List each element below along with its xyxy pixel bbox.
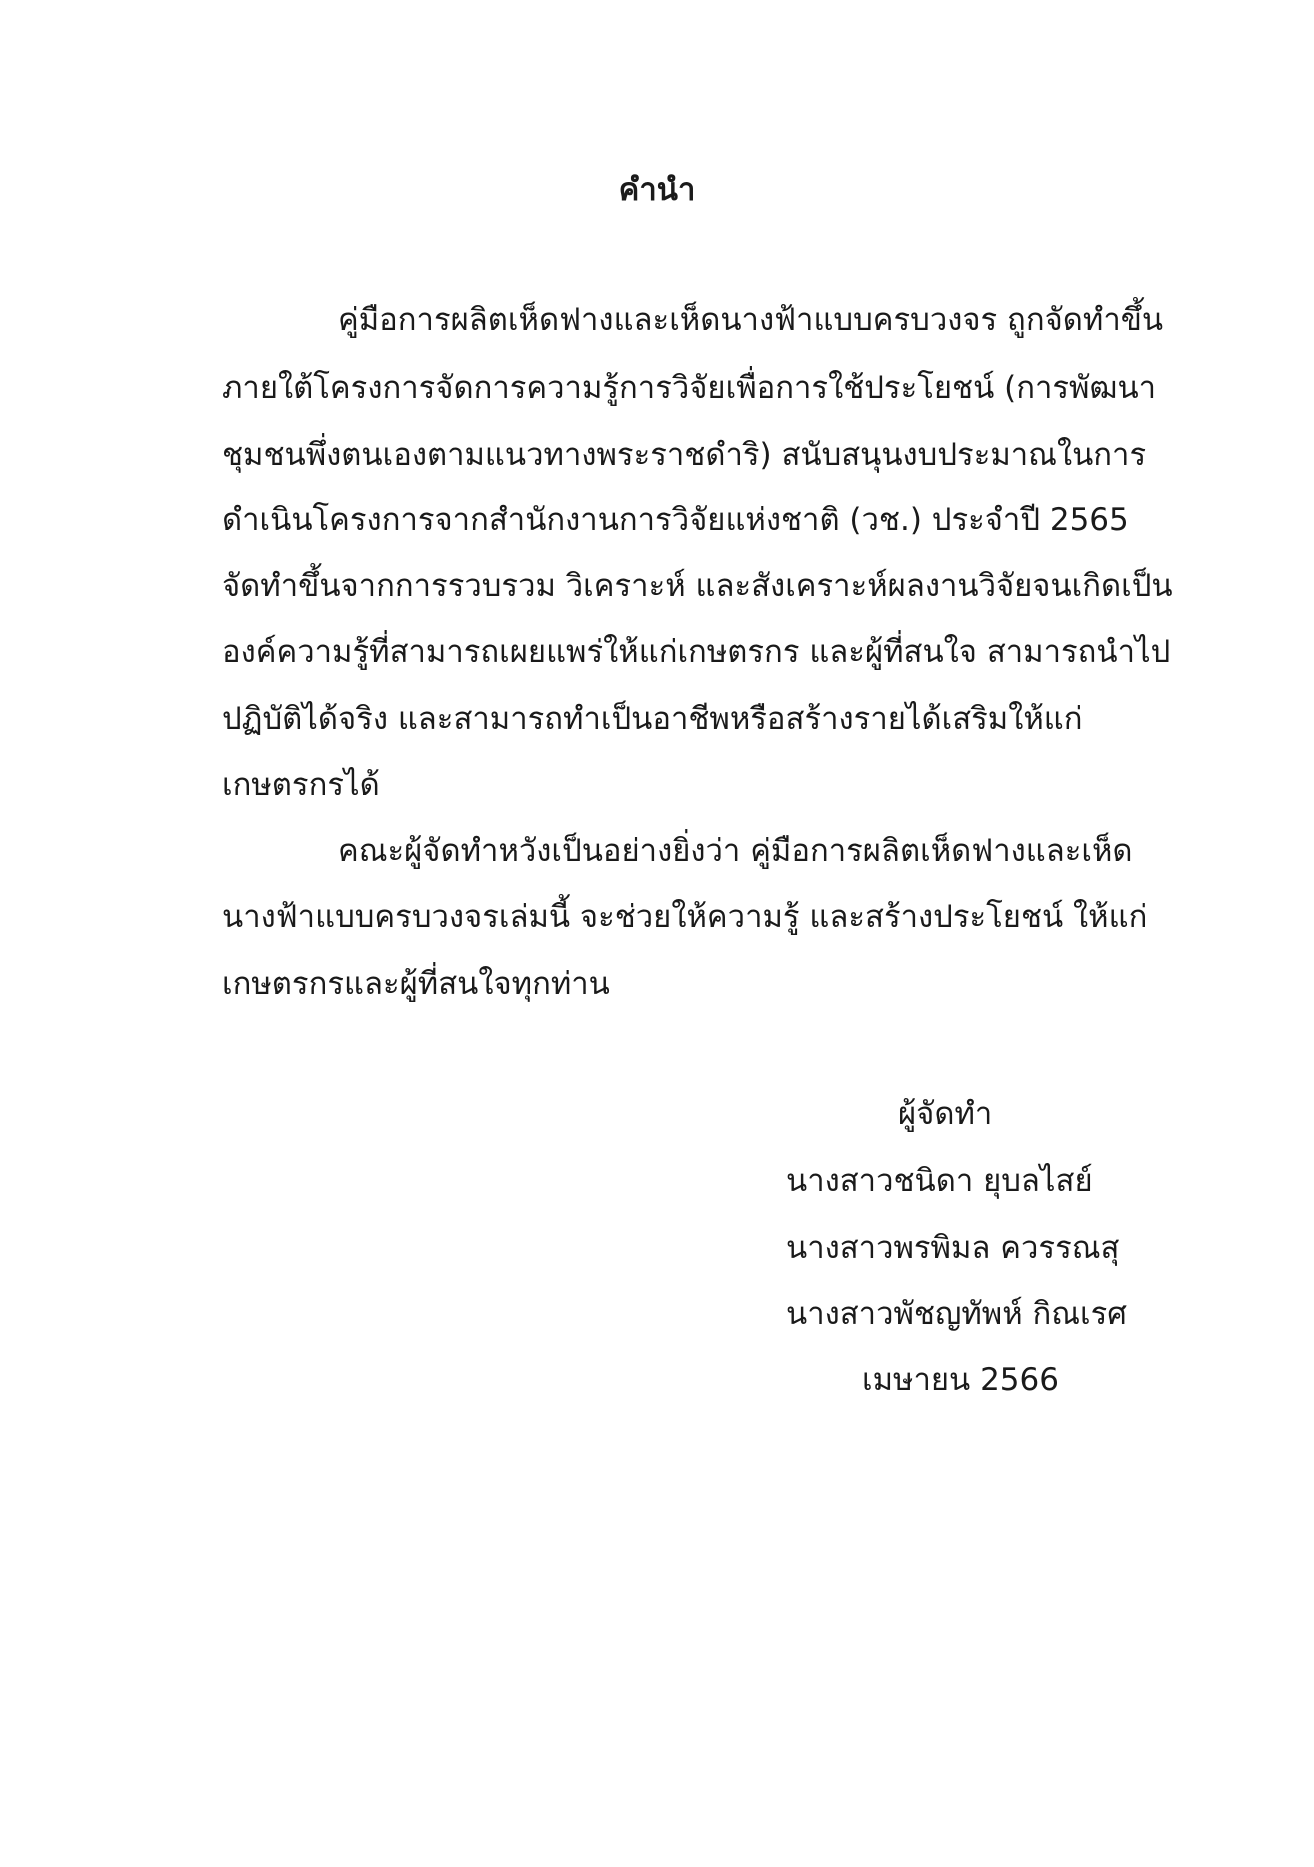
paragraph-1-line-7: ปฏิบัติได้จริง และสามารถทำเป็นอาชีพหรือสร้างรายได้เสริมให้แก่ <box>222 701 1083 737</box>
author-name-1: นางสาวชนิดา ยุบลไสย์ <box>786 1163 1093 1199</box>
paragraph-1-line-3: ชุมชนพึ่งตนเองตามแนวทางพระราชดำริ) สนับสนุนงบประมาณในการ <box>222 437 1147 473</box>
author-name-3: นางสาวพัชญทัพห์ กิณเรศ <box>786 1296 1127 1332</box>
paragraph-2-line-3: เกษตรกรและผู้ที่สนใจทุกท่าน <box>222 966 610 1002</box>
paragraph-1-line-5: จัดทำขึ้นจากการรวบรวม วิเคราะห์ และสังเคราะห์ผลงานวิจัยจนเกิดเป็น <box>222 568 1173 604</box>
paragraph-2-line-2: นางฟ้าแบบครบวงจรเล่มนี้ จะช่วยให้ความรู้ และสร้างประโยชน์ ให้แก่ <box>222 899 1148 935</box>
author-name-2: นางสาวพรพิมล ควรรณสุ <box>786 1230 1120 1266</box>
paragraph-2-line-1: คณะผู้จัดทำหวังเป็นอย่างยิ่งว่า คู่มือการผลิตเห็ดฟางและเห็ด <box>338 833 1133 869</box>
paragraph-1-line-8: เกษตรกรได้ <box>222 767 380 803</box>
paragraph-1-line-6: องค์ความรู้ที่สามารถเผยแพร่ให้แก่เกษตรกร และผู้ที่สนใจ สามารถนำไป <box>222 634 1171 670</box>
paragraph-1-line-1: คู่มือการผลิตเห็ดฟางและเห็ดนางฟ้าแบบครบวงจร ถูกจัดทำขึ้น <box>338 302 1164 338</box>
page-title: คำนำ <box>618 172 696 208</box>
paragraph-1-line-2: ภายใต้โครงการจัดการความรู้การวิจัยเพื่อการใช้ประโยชน์ (การพัฒนา <box>222 370 1157 406</box>
paragraph-1-line-4: ดำเนินโครงการจากสำนักงานการวิจัยแห่งชาติ (วช.) ประจำปี 2565 <box>222 502 1129 538</box>
signature-heading: ผู้จัดทำ <box>898 1096 993 1132</box>
signature-date: เมษายน 2566 <box>862 1362 1059 1398</box>
